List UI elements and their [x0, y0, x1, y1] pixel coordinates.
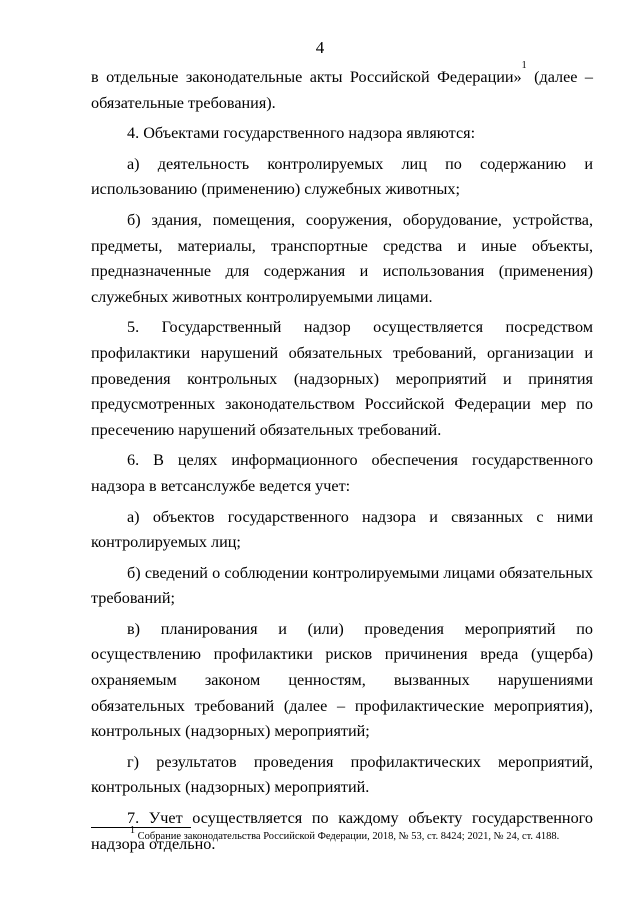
paragraph-item-6a: а) объектов государственного надзора и связанных с ними контролируемых лиц;: [91, 507, 593, 552]
document-body: [91, 60, 593, 857]
footnote-text: Собрание законодательства Российской Федерации, 2018, № 53, ст. 8424; 2021, № 24, ст. 4188.: [135, 831, 560, 842]
footnote-marker: 1: [130, 825, 135, 836]
paragraph-item-4: 4. Объектами государственного надзора являются:: [127, 124, 476, 143]
paragraph-intro: [91, 60, 593, 116]
paragraph-item-6b: б) сведений о соблюдении контролируемыми лицами обязательных требований;: [91, 563, 593, 608]
footnote-divider: [91, 827, 191, 828]
paragraph-item-4a: а) деятельность контролируемых лиц по содержанию и использованию (применению) служебных животных;: [91, 154, 593, 199]
paragraph-item-6g: г) результатов проведения профилактических мероприятий, контрольных (надзорных) мероприятий.: [91, 752, 593, 797]
paragraph-item-7: 7. Учет осуществляется по каждому объекту государственного надзора отдельно.: [91, 809, 593, 853]
paragraph-item-6: 6. В целях информационного обеспечения государственного надзора в ветсанслужбе ведется учет:: [91, 451, 593, 495]
paragraph-item-6v: в) планирования и (или) проведения мероприятий по осуществлению профилактики рисков причинения вреда (ущерба) охраняемым законом ценностям, вызванных нарушениями обязательных требований (далее – профилактические мероприятия), контрольных (надзорных) мероприятий;: [91, 619, 593, 741]
paragraph-item-4b: б) здания, помещения, сооружения, оборудование, устройства, предметы, материалы, транспортные средства и иные объекты, предназначенные для содержания и использования (применения) служебных животных контролируемыми лицами.: [91, 210, 593, 306]
paragraph-item-5: 5. Государственный надзор осуществляется посредством профилактики нарушений обязательных требований, организации и проведения контрольных (надзорных) мероприятий и принятия предусмотренных законодательством Российской Федерации мер по пресечению нарушений обязательных требований.: [91, 318, 593, 439]
footnote-reference[interactable]: 1: [521, 60, 527, 71]
page-number: 4: [315, 38, 325, 57]
paragraph-tail: (далее – обязательные требования).: [91, 68, 593, 112]
paragraph-text: в отдельные законодательные акты Российской Федерации»: [91, 68, 522, 86]
footnote: [130, 825, 560, 844]
